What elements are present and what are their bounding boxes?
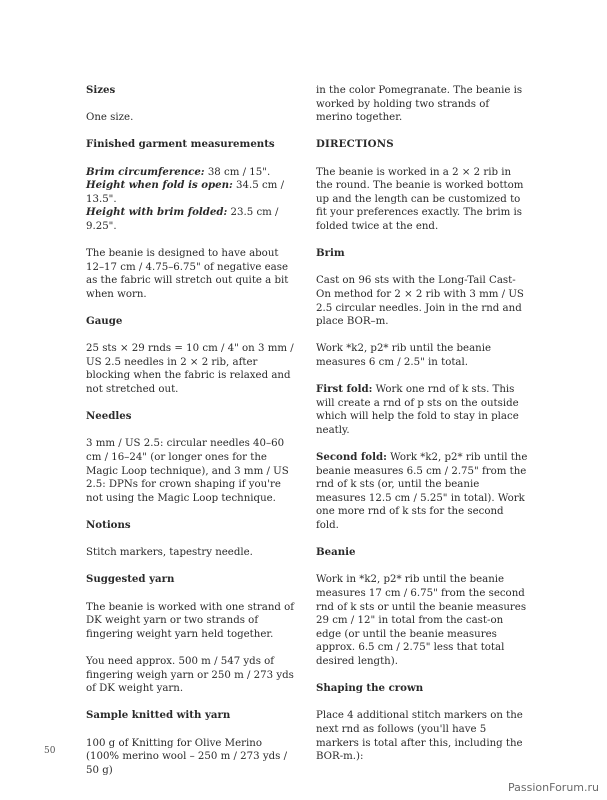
yarn-text-1: The beanie is worked with one strand of DK weight yarn or two strands of fingering weight yarn held together. — [86, 601, 295, 640]
sample-yarn-heading: Sample knitted with yarn — [86, 709, 231, 722]
gauge-heading: Gauge — [86, 315, 123, 328]
beanie-heading: Beanie — [316, 546, 356, 559]
right-column — [316, 84, 528, 777]
suggested-yarn-heading: Suggested yarn — [86, 573, 175, 586]
second-fold — [316, 451, 528, 533]
shaping-crown-heading: Shaping the crown — [316, 682, 424, 695]
notions-heading: Notions — [86, 519, 131, 531]
watermark: PassionForum.ru — [508, 781, 599, 794]
brim-text-2: Work *k2, p2* rib until the beanie measures 6 cm / 2.5" in total. — [316, 343, 492, 368]
left-column — [86, 84, 296, 791]
height-open-label: Height when fold is open: — [86, 179, 233, 192]
needles-heading: Needles — [86, 410, 132, 423]
first-fold-label: First fold: — [316, 383, 373, 396]
brim-text-1: Cast on 96 sts with the Long-Tail Cast-On method for 2 × 2 rib with 3 mm / US 2.5 circular needles. Join in the rnd and place BOR–m. — [316, 275, 524, 328]
beanie-text: Work in *k2, p2* rib until the beanie measures 17 cm / 6.75" from the second rnd of k sts or until the beanie measures 29 cm / 12" in total from the cast-on edge (or until the beanie measures approx. 6.5 cm / 2.75" less that total desired length). — [316, 574, 527, 667]
measurements-list — [86, 166, 296, 234]
brim-circumference-label: Brim circumference: — [86, 165, 205, 178]
directions-text: The beanie is worked in a 2 × 2 rib in the round. The beanie is worked bottom up and the length can be customized to fit your preferences exactly. The brim is folded twice at the end. — [316, 166, 524, 232]
finished-measurements-heading: Finished garment measurements — [86, 138, 275, 151]
second-fold-text: Work *k2, p2* rib until the beanie measures 6.5 cm / 2.75" from the rnd of k sts (or, until the beanie measures 12.5 cm / 5.25" in total). Work one more rnd of k sts for the second fold. — [316, 452, 528, 531]
notions-text: Stitch markers, tapestry needle. — [86, 547, 253, 559]
second-fold-label: Second fold: — [316, 451, 387, 464]
needles-text: 3 mm / US 2.5: circular needles 40–60 cm / 16–24" (or longer ones for the Magic Loop technique), and 3 mm / US 2.5: DPNs for crown shaping if you're not using the Magic Loop technique. — [86, 438, 289, 504]
sizes-text: One size. — [86, 112, 134, 124]
brim-circumference-value: 38 cm / 15". — [204, 166, 271, 178]
page-number: 50 — [44, 746, 56, 756]
height-open-value: 34.5 cm / 13.5". — [86, 180, 285, 205]
first-fold-text: Work one rnd of k sts. This will create a rnd of p sts on the outside which will help the fold to stay in place neatly. — [316, 384, 519, 436]
height-folded-label: Height with brim folded: — [86, 206, 228, 219]
brim-heading: Brim — [316, 247, 345, 260]
ease-text: The beanie is designed to have about 12–17 cm / 4.75–6.75" of negative ease as the fabric will stretch out quite a bit when worn. — [86, 248, 289, 300]
sample-text: 100 g of Knitting for Olive Merino (100% merino wool – 250 m / 273 yds / 50 g) — [86, 737, 288, 776]
sizes-heading: Sizes — [86, 84, 116, 96]
first-fold — [316, 383, 528, 437]
continued-text: in the color Pomegranate. The beanie is worked by holding two strands of merino together. — [316, 85, 523, 124]
directions-heading: DIRECTIONS — [316, 138, 394, 151]
height-folded-value: 23.5 cm / 9.25". — [86, 207, 279, 232]
gauge-text: 25 sts × 29 rnds = 10 cm / 4" on 3 mm / US 2.5 needles in 2 × 2 rib, after blocking when the fabric is relaxed and not stretched out. — [86, 343, 294, 396]
yarn-text-2: You need approx. 500 m / 547 yds of fingering weigh yarn or 250 m / 273 yds of DK weight yarn. — [86, 655, 294, 695]
crown-text: Place 4 additional stitch markers on the next rnd as follows (you'll have 5 markers is total after this, including the BOR-m.): — [316, 710, 523, 763]
